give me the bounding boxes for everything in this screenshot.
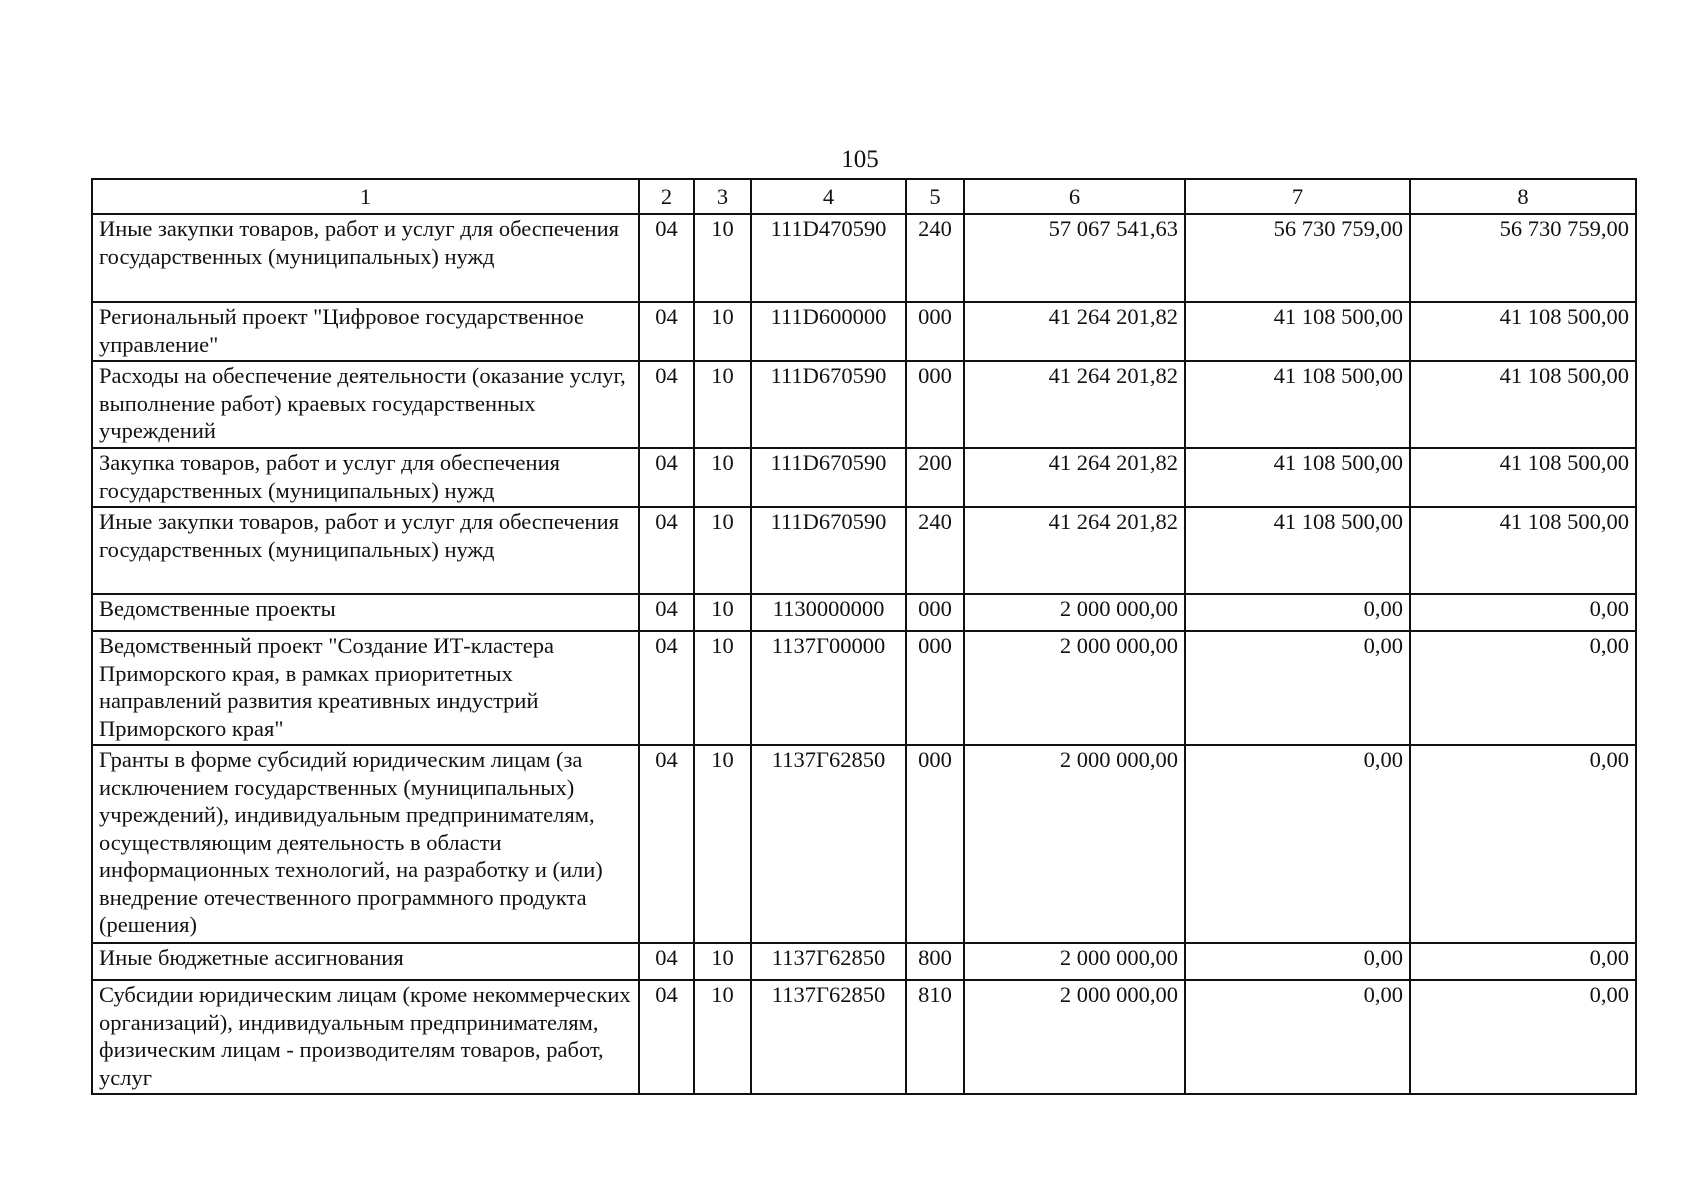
row-amount-col7: 41 108 500,00: [1185, 302, 1410, 361]
row-amount-col8: 41 108 500,00: [1410, 507, 1636, 594]
page-number: 105: [841, 146, 879, 173]
table-header: [92, 179, 1636, 214]
header-col-8: 8: [1410, 179, 1636, 214]
row-amount-col8: 0,00: [1410, 631, 1636, 745]
row-subsection: 10: [694, 631, 751, 745]
header-col-4: 4: [751, 179, 906, 214]
row-target-code: 111D600000: [751, 302, 906, 361]
row-amount-col7: 41 108 500,00: [1185, 507, 1410, 594]
table-row: [92, 448, 1636, 507]
table-row: [92, 745, 1636, 943]
row-section: 04: [639, 302, 694, 361]
row-name: Иные закупки товаров, работ и услуг для обеспечения государственных (муниципальных) нужд: [92, 507, 639, 594]
row-target-code: 111D670590: [751, 361, 906, 448]
row-subsection: 10: [694, 214, 751, 302]
row-amount-col7: 0,00: [1185, 943, 1410, 980]
row-subsection: 10: [694, 302, 751, 361]
row-amount-col8: 41 108 500,00: [1410, 448, 1636, 507]
row-amount-col7: 0,00: [1185, 631, 1410, 745]
row-expense-type: 810: [906, 980, 964, 1094]
row-expense-type: 000: [906, 302, 964, 361]
row-expense-type: 240: [906, 507, 964, 594]
row-amount-col6: 41 264 201,82: [964, 448, 1185, 507]
row-section: 04: [639, 745, 694, 943]
row-section: 04: [639, 594, 694, 631]
row-subsection: 10: [694, 507, 751, 594]
row-subsection: 10: [694, 745, 751, 943]
row-amount-col7: 41 108 500,00: [1185, 448, 1410, 507]
header-col-7: 7: [1185, 179, 1410, 214]
row-amount-col6: 41 264 201,82: [964, 302, 1185, 361]
table-body: [92, 214, 1636, 1094]
table-row: [92, 361, 1636, 448]
row-name: Региональный проект "Цифровое государственное управление": [92, 302, 639, 361]
row-name: Субсидии юридическим лицам (кроме некоммерческих организаций), индивидуальным предпринимателям, физическим лицам - производителям товаров, работ, услуг: [92, 980, 639, 1094]
row-subsection: 10: [694, 980, 751, 1094]
row-name: Иные бюджетные ассигнования: [92, 943, 639, 980]
row-amount-col8: 0,00: [1410, 745, 1636, 943]
row-amount-col7: 0,00: [1185, 594, 1410, 631]
row-amount-col6: 2 000 000,00: [964, 980, 1185, 1094]
row-amount-col7: 0,00: [1185, 745, 1410, 943]
header-col-1: 1: [92, 179, 639, 214]
row-name: Ведомственный проект "Создание ИТ-кластера Приморского края, в рамках приоритетных направлений развития креативных индустрий Приморского края": [92, 631, 639, 745]
table-row: [92, 302, 1636, 361]
row-subsection: 10: [694, 448, 751, 507]
row-amount-col8: 0,00: [1410, 980, 1636, 1094]
row-expense-type: 000: [906, 631, 964, 745]
row-amount-col8: 0,00: [1410, 943, 1636, 980]
row-amount-col6: 2 000 000,00: [964, 943, 1185, 980]
row-amount-col6: 2 000 000,00: [964, 631, 1185, 745]
row-amount-col6: 2 000 000,00: [964, 594, 1185, 631]
header-col-3: 3: [694, 179, 751, 214]
header-row: [92, 179, 1636, 214]
table-row: [92, 980, 1636, 1094]
row-expense-type: 200: [906, 448, 964, 507]
row-target-code: 1137Г62850: [751, 745, 906, 943]
row-amount-col7: 56 730 759,00: [1185, 214, 1410, 302]
row-name: Ведомственные проекты: [92, 594, 639, 631]
row-expense-type: 240: [906, 214, 964, 302]
header-col-5: 5: [906, 179, 964, 214]
row-section: 04: [639, 448, 694, 507]
row-section: 04: [639, 631, 694, 745]
row-subsection: 10: [694, 361, 751, 448]
row-amount-col6: 57 067 541,63: [964, 214, 1185, 302]
row-name: Расходы на обеспечение деятельности (оказание услуг, выполнение работ) краевых государственных учреждений: [92, 361, 639, 448]
row-amount-col6: 41 264 201,82: [964, 361, 1185, 448]
budget-table: [91, 178, 1637, 1095]
row-amount-col8: 41 108 500,00: [1410, 302, 1636, 361]
row-expense-type: 000: [906, 594, 964, 631]
row-section: 04: [639, 214, 694, 302]
table-row: [92, 594, 1636, 631]
row-section: 04: [639, 507, 694, 594]
table-row: [92, 507, 1636, 594]
row-amount-col6: 2 000 000,00: [964, 745, 1185, 943]
row-amount-col8: 0,00: [1410, 594, 1636, 631]
row-expense-type: 000: [906, 361, 964, 448]
row-section: 04: [639, 980, 694, 1094]
row-amount-col8: 41 108 500,00: [1410, 361, 1636, 448]
row-expense-type: 000: [906, 745, 964, 943]
header-col-2: 2: [639, 179, 694, 214]
row-target-code: 1137Г00000: [751, 631, 906, 745]
row-amount-col8: 56 730 759,00: [1410, 214, 1636, 302]
row-subsection: 10: [694, 943, 751, 980]
row-target-code: 1137Г62850: [751, 980, 906, 1094]
row-name: Закупка товаров, работ и услуг для обеспечения государственных (муниципальных) нужд: [92, 448, 639, 507]
row-target-code: 111D670590: [751, 507, 906, 594]
row-expense-type: 800: [906, 943, 964, 980]
table-row: [92, 943, 1636, 980]
table-row: [92, 214, 1636, 302]
row-name: Иные закупки товаров, работ и услуг для обеспечения государственных (муниципальных) нужд: [92, 214, 639, 302]
header-col-6: 6: [964, 179, 1185, 214]
row-amount-col7: 41 108 500,00: [1185, 361, 1410, 448]
row-section: 04: [639, 361, 694, 448]
row-target-code: 1137Г62850: [751, 943, 906, 980]
row-amount-col7: 0,00: [1185, 980, 1410, 1094]
row-target-code: 1130000000: [751, 594, 906, 631]
row-section: 04: [639, 943, 694, 980]
row-target-code: 111D470590: [751, 214, 906, 302]
row-subsection: 10: [694, 594, 751, 631]
row-name: Гранты в форме субсидий юридическим лицам (за исключением государственных (муниципальных) учреждений), индивидуальным предпринимателям, осуществляющим деятельность в области информационных технологий, на разработку и (или) внедрение отечественного программного продукта (решения): [92, 745, 639, 943]
row-target-code: 111D670590: [751, 448, 906, 507]
row-amount-col6: 41 264 201,82: [964, 507, 1185, 594]
table-row: [92, 631, 1636, 745]
